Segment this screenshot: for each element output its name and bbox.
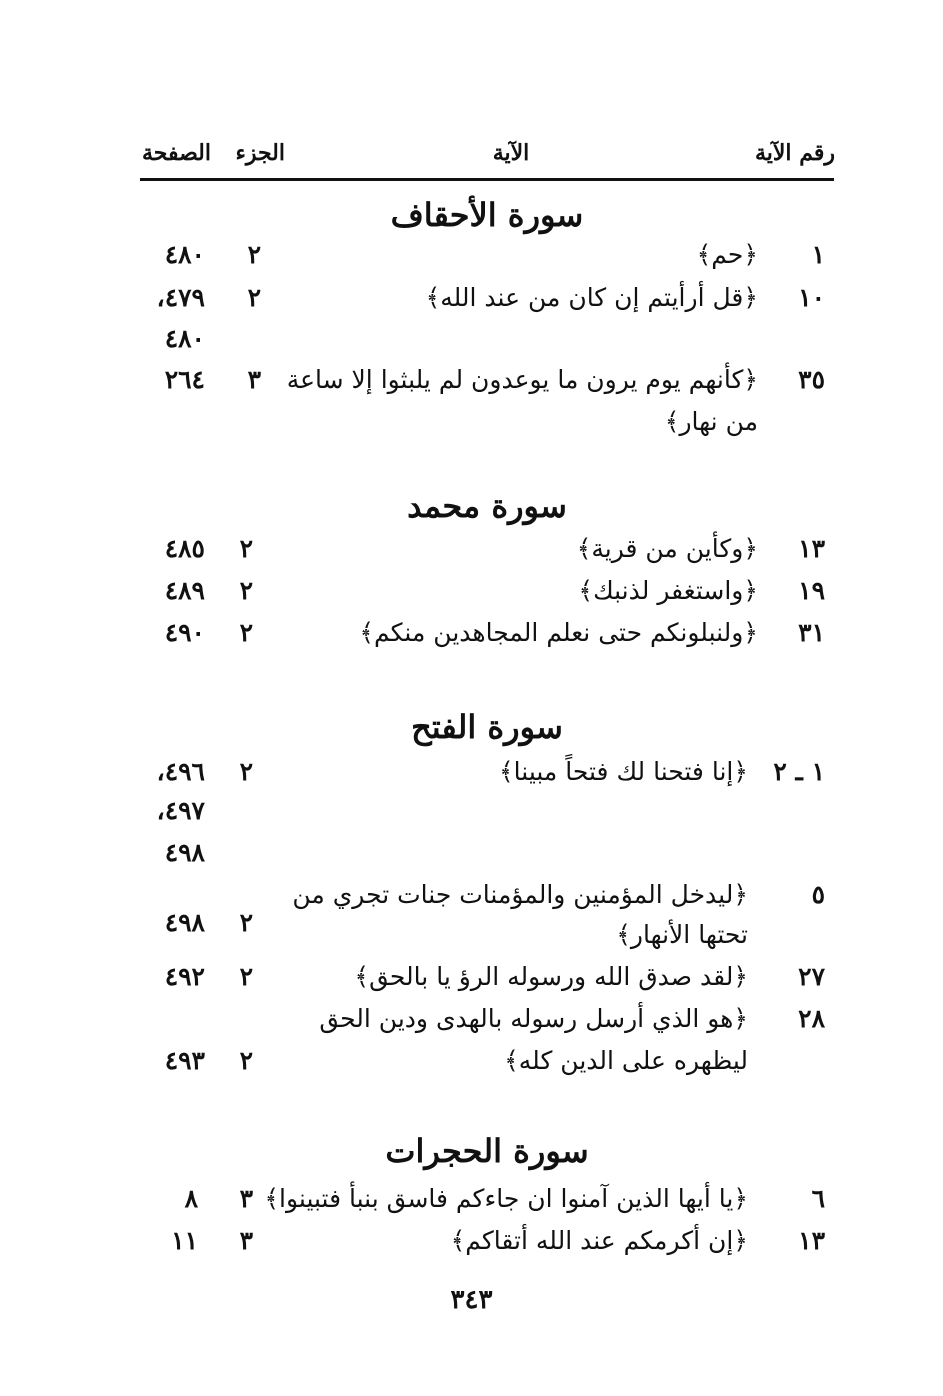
verse-text: ﴿لقد صدق الله ورسوله الرؤ يا بالحق﴾ bbox=[354, 962, 748, 991]
verse-text: ﴿كأنهم يوم يرون ما يوعدون لم يلبثوا إلا ساعة bbox=[286, 365, 758, 394]
surah-title: سورة الفتح bbox=[411, 708, 563, 746]
page-ref: ٤٧٩، bbox=[156, 283, 205, 312]
verse-text: ﴿يا أيها الذين آمنوا ان جاءكم فاسق بنبأ فتبينوا﴾ bbox=[264, 1184, 748, 1213]
surah-title: سورة محمد bbox=[407, 487, 567, 525]
page-ref: ٤٩٢ bbox=[164, 962, 205, 991]
page-ref: ٨ bbox=[184, 1184, 198, 1213]
verse-text: ﴿حم﴾ bbox=[696, 240, 758, 269]
verse-text: ﴿إنا فتحنا لك فتحاً مبينا﴾ bbox=[499, 757, 748, 786]
verse-text: ﴿واستغفر لذنبك﴾ bbox=[578, 576, 758, 605]
part-number: ٢ bbox=[239, 618, 253, 647]
header-page: الصفحة bbox=[141, 140, 211, 166]
page-number: ٣٤٣ bbox=[450, 1285, 493, 1315]
part-number: ٢ bbox=[239, 962, 253, 991]
part-number: ٢ bbox=[247, 283, 261, 312]
page-ref: ٤٨٩ bbox=[164, 576, 205, 605]
part-number: ٢ bbox=[239, 534, 253, 563]
verse-text-continued: من نهار﴾ bbox=[664, 407, 758, 436]
page-ref: ٤٩٠ bbox=[164, 618, 205, 647]
verse-text: ﴿إن أكرمكم عند الله أتقاكم﴾ bbox=[450, 1226, 748, 1255]
verse-number: ٢٨ bbox=[798, 1004, 825, 1033]
part-number: ٣ bbox=[247, 365, 261, 394]
part-number: ٢ bbox=[239, 908, 253, 937]
page-ref: ٤٩٨ bbox=[164, 908, 205, 937]
verse-number: ١٠ bbox=[798, 283, 825, 312]
verse-number: ١٩ bbox=[798, 576, 825, 605]
part-number: ٢ bbox=[247, 240, 261, 269]
verse-text-continued: تحتها الأنهار﴾ bbox=[616, 920, 748, 949]
part-number: ٣ bbox=[239, 1184, 253, 1213]
verse-text: ﴿ولنبلونكم حتى نعلم المجاهدين منكم﴾ bbox=[359, 618, 758, 647]
verse-text: ﴿ليدخل المؤمنين والمؤمنات جنات تجري من bbox=[292, 880, 748, 909]
verse-number: ١٣ bbox=[798, 534, 825, 563]
verse-text: ﴿هو الذي أرسل رسوله بالهدى ودين الحق bbox=[319, 1004, 748, 1033]
page-ref: ٢٦٤ bbox=[164, 365, 205, 394]
verse-number: ١٣ bbox=[798, 1226, 825, 1255]
verse-number: ١ bbox=[811, 240, 825, 269]
part-number: ٢ bbox=[239, 1046, 253, 1075]
verse-number: ٣١ bbox=[798, 618, 825, 647]
verse-number: ٢٧ bbox=[798, 962, 825, 991]
header-rule bbox=[140, 178, 834, 181]
verse-text-continued: ليظهره على الدين كله﴾ bbox=[504, 1046, 748, 1075]
verse-text: ﴿وكأين من قرية﴾ bbox=[576, 534, 758, 563]
verse-number: ٣٥ bbox=[798, 365, 825, 394]
part-number: ٣ bbox=[239, 1226, 253, 1255]
surah-title: سورة الحجرات bbox=[385, 1132, 589, 1170]
surah-title: سورة الأحقاف bbox=[390, 196, 584, 234]
page-ref: ١١ bbox=[171, 1226, 198, 1255]
verse-number: ٥ bbox=[811, 880, 825, 909]
verse-number: ٦ bbox=[811, 1184, 825, 1213]
page-ref: ٤٩٣ bbox=[164, 1046, 205, 1075]
header-part: الجزء bbox=[235, 140, 285, 166]
verse-text: ﴿قل أرأيتم إن كان من عند الله﴾ bbox=[425, 283, 758, 312]
header-verse: الآية bbox=[492, 140, 530, 166]
header-verse-number: رقم الآية bbox=[754, 140, 835, 166]
page-ref: ٤٩٨ bbox=[164, 838, 205, 867]
part-number: ٢ bbox=[239, 576, 253, 605]
page-ref: ٤٩٦، bbox=[156, 757, 205, 786]
page-ref: ٤٨٠ bbox=[164, 240, 205, 269]
page-ref: ٤٩٧، bbox=[156, 796, 205, 825]
page-ref: ٤٨٠ bbox=[164, 324, 205, 353]
verse-number: ١ ـ ٢ bbox=[773, 757, 825, 786]
page-ref: ٤٨٥ bbox=[164, 534, 205, 563]
part-number: ٢ bbox=[239, 757, 253, 786]
